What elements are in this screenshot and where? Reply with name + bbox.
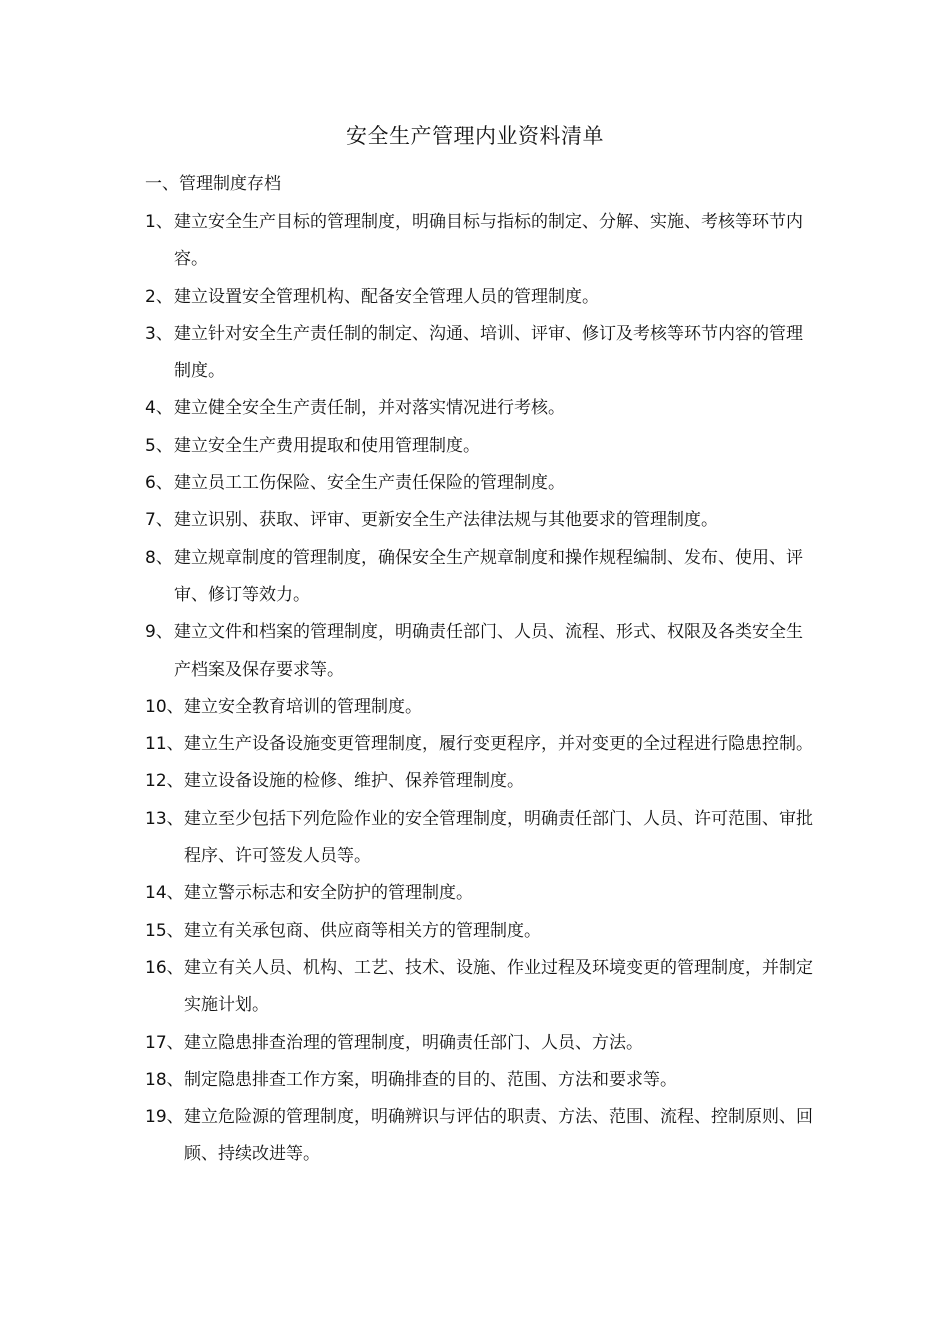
list-item [145, 1062, 815, 1099]
item-number: 8、 [145, 547, 173, 568]
list-item [145, 502, 815, 539]
item-text: 建立有关人员、机构、工艺、技术、设施、作业过程及环境变更的管理制度，并制定实施计划。 [184, 957, 813, 1016]
item-text: 建立设置安全管理机构、配备安全管理人员的管理制度。 [174, 286, 599, 307]
list-item [145, 204, 815, 279]
item-number: 1、 [145, 212, 173, 232]
item-number: 6、 [145, 473, 173, 494]
item-text: 建立规章制度的管理制度，确保安全生产规章制度和操作规程编制、发布、使用、评审、修订等效力。 [174, 547, 803, 605]
list-item [145, 316, 815, 391]
list-item [145, 390, 815, 427]
item-text: 建立安全生产目标的管理制度，明确目标与指标的制定、分解、实施、考核等环节内容。 [174, 212, 803, 270]
item-number: 18、 [145, 1069, 184, 1090]
list-item [145, 1025, 815, 1062]
item-number: 4、 [145, 398, 173, 419]
item-number: 15、 [145, 920, 184, 941]
item-text: 建立健全安全生产责任制，并对落实情况进行考核。 [174, 398, 565, 419]
item-number: 2、 [145, 286, 173, 307]
list-item [145, 913, 815, 950]
list-item [145, 875, 815, 912]
item-number: 10、 [145, 696, 184, 717]
item-text: 建立隐患排查治理的管理制度，明确责任部门、人员、方法。 [184, 1032, 643, 1053]
item-text: 建立安全生产费用提取和使用管理制度。 [174, 435, 480, 456]
requirements-list [145, 204, 815, 1174]
item-text: 建立设备设施的检修、维护、保养管理制度。 [184, 771, 524, 792]
item-number: 7、 [145, 510, 173, 531]
item-text: 建立安全教育培训的管理制度。 [184, 696, 422, 717]
item-number: 13、 [145, 808, 184, 829]
list-item [145, 950, 815, 1025]
item-number: 14、 [145, 883, 184, 904]
list-item [145, 689, 815, 726]
item-text: 建立警示标志和安全防护的管理制度。 [184, 883, 473, 904]
item-text: 建立有关承包商、供应商等相关方的管理制度。 [184, 920, 541, 941]
item-text: 建立至少包括下列危险作业的安全管理制度，明确责任部门、人员、许可范围、审批程序、许可签发人员等。 [184, 808, 813, 867]
item-number: 12、 [145, 771, 184, 792]
item-number: 5、 [145, 435, 173, 456]
item-text: 建立文件和档案的管理制度，明确责任部门、人员、流程、形式、权限及各类安全生产档案及保存要求等。 [174, 622, 803, 680]
item-number: 19、 [145, 1107, 184, 1128]
item-text: 建立危险源的管理制度，明确辨识与评估的职责、方法、范围、流程、控制原则、回顾、持续改进等。 [184, 1107, 813, 1165]
item-text: 制定隐患排查工作方案，明确排查的目的、范围、方法和要求等。 [184, 1069, 677, 1090]
list-item [145, 801, 815, 876]
item-number: 17、 [145, 1032, 184, 1053]
document-title: 安全生产管理内业资料清单 [346, 124, 604, 148]
list-item [145, 465, 815, 502]
list-item [145, 614, 815, 689]
list-item [145, 428, 815, 465]
item-text: 建立针对安全生产责任制的制定、沟通、培训、评审、修订及考核等环节内容的管理制度。 [174, 323, 803, 382]
list-item [145, 279, 815, 316]
item-number: 3、 [145, 323, 173, 344]
list-item [145, 763, 815, 800]
item-text: 建立员工工伤保险、安全生产责任保险的管理制度。 [174, 473, 565, 494]
item-text: 建立识别、获取、评审、更新安全生产法律法规与其他要求的管理制度。 [174, 510, 718, 531]
item-text: 建立生产设备设施变更管理制度，履行变更程序，并对变更的全过程进行隐患控制。 [184, 734, 813, 755]
item-number: 16、 [145, 957, 184, 978]
item-number: 11、 [145, 734, 184, 755]
section-heading: 一、管理制度存档 [145, 174, 281, 194]
list-item [145, 726, 815, 763]
list-item [145, 540, 815, 615]
list-item [145, 1099, 815, 1174]
item-number: 9、 [145, 622, 173, 643]
